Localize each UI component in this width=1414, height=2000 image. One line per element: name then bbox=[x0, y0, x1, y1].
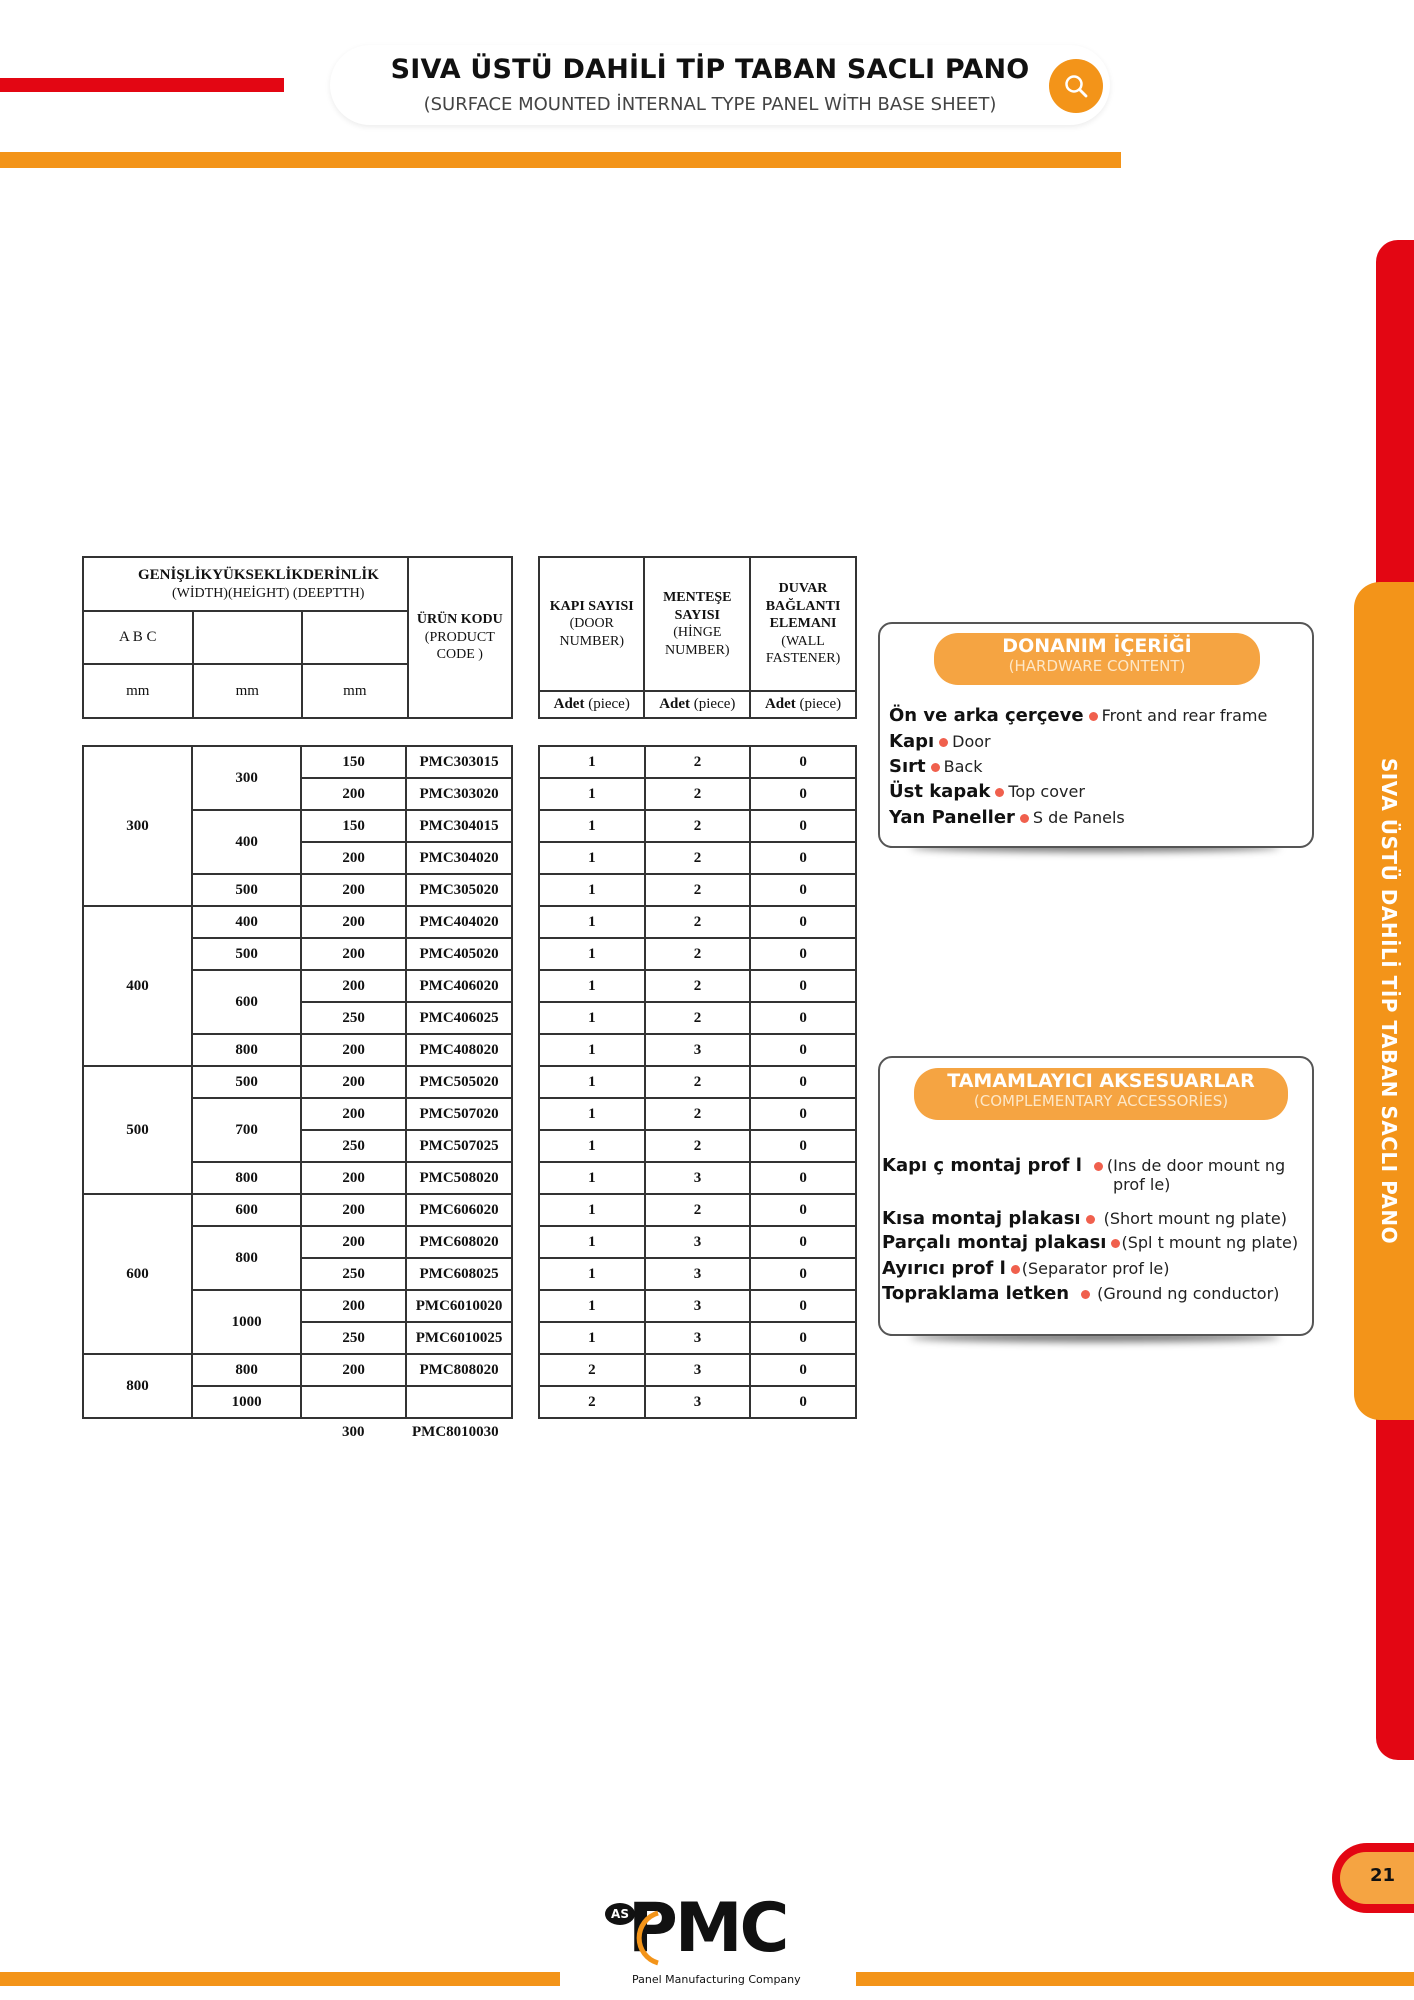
wall-fastener-tr: DUVAR BAĞLANTI ELEMANI bbox=[765, 581, 841, 632]
wall-fastener-cell: 0 bbox=[750, 1066, 856, 1098]
wall-fastener-cell: 0 bbox=[750, 1226, 856, 1258]
search-icon bbox=[1063, 73, 1089, 99]
wall-fastener-cell: 0 bbox=[750, 810, 856, 842]
page-subtitle: (SURFACE MOUNTED İNTERNAL TYPE PANEL WİTH BASE SHEET) bbox=[423, 94, 997, 115]
depth-cell: 200 bbox=[301, 1226, 406, 1258]
door-count-cell: 1 bbox=[539, 970, 645, 1002]
height-title-en: (HEİGHT) bbox=[227, 585, 290, 601]
depth-cell: 150 bbox=[301, 746, 406, 778]
hinge-count-cell: 3 bbox=[645, 1226, 751, 1258]
footer-bar-right bbox=[856, 1972, 1414, 1986]
hinge-count-cell: 2 bbox=[645, 938, 751, 970]
wall-fastener-en: (WALL FASTENER) bbox=[765, 633, 841, 667]
depth-title: DERİNLİK bbox=[303, 566, 379, 583]
width-cell: 800 bbox=[83, 1354, 192, 1418]
dimensions-header-table bbox=[82, 556, 513, 719]
door-count-cell: 1 bbox=[539, 1290, 645, 1322]
product-code-cell: PMC303020 bbox=[406, 778, 512, 810]
wall-fastener-cell: 0 bbox=[750, 1354, 856, 1386]
wall-fastener-cell: 0 bbox=[750, 842, 856, 874]
dimension-titles-cell bbox=[83, 557, 408, 611]
accessory-item: Parçalı montaj plakası (Spl t mount ng plate) bbox=[882, 1232, 1299, 1253]
bullet-dot-icon bbox=[1111, 1239, 1120, 1248]
bullet-dot-icon bbox=[1020, 814, 1029, 823]
hinge-count-cell: 3 bbox=[645, 1258, 751, 1290]
width-cell: 400 bbox=[83, 906, 192, 1066]
product-code-cell bbox=[406, 1386, 512, 1418]
product-code-cell: PMC808020 bbox=[406, 1354, 512, 1386]
door-count-cell: 1 bbox=[539, 746, 645, 778]
logo-tagline: Panel Manufacturing Company bbox=[632, 1973, 801, 1986]
hinge-count-cell: 3 bbox=[645, 1386, 751, 1418]
extra-depth: 300 bbox=[342, 1424, 365, 1440]
door-count-en: (DOOR NUMBER) bbox=[559, 616, 625, 649]
wall-fastener-cell: 0 bbox=[750, 970, 856, 1002]
width-cell: 600 bbox=[83, 1194, 192, 1354]
hinge-count-cell: 2 bbox=[645, 746, 751, 778]
wall-fastener-cell: 0 bbox=[750, 1130, 856, 1162]
door-unit: Adet (piece) bbox=[539, 691, 644, 718]
accessories-subtitle: (COMPLEMENTARY ACCESSORİES) bbox=[973, 1092, 1229, 1110]
product-code-cell: PMC305020 bbox=[406, 874, 512, 906]
footer-bar-left bbox=[0, 1972, 560, 1986]
quantity-table bbox=[538, 745, 857, 1419]
product-code-tr: ÜRÜN KODU bbox=[416, 612, 503, 628]
product-code-cell: PMC6010025 bbox=[406, 1322, 512, 1354]
width-unit: mm bbox=[83, 664, 193, 718]
hinge-count-cell: 3 bbox=[645, 1162, 751, 1194]
door-count-tr: KAPI SAYISI bbox=[549, 598, 634, 614]
wall-fastener-cell: 0 bbox=[750, 778, 856, 810]
door-count-cell: 2 bbox=[539, 1354, 645, 1386]
bullet-dot-icon bbox=[1089, 712, 1098, 721]
hinge-count-cell: 2 bbox=[645, 778, 751, 810]
wall-fastener-cell: 0 bbox=[750, 1162, 856, 1194]
hinge-count-cell: 2 bbox=[645, 874, 751, 906]
door-count-cell: 1 bbox=[539, 1066, 645, 1098]
empty-cell bbox=[302, 611, 408, 664]
accessories-title-pill bbox=[914, 1068, 1288, 1120]
hardware-item: Üst kapak Top cover bbox=[889, 781, 1085, 802]
product-code-cell: PMC507020 bbox=[406, 1098, 512, 1130]
wall-fastener-cell: 0 bbox=[750, 1034, 856, 1066]
wall-fastener-header bbox=[750, 557, 856, 691]
extra-product-code: PMC8010030 bbox=[412, 1424, 499, 1440]
hinge-count-cell: 2 bbox=[645, 1130, 751, 1162]
bullet-dot-icon bbox=[1081, 1290, 1090, 1299]
depth-cell: 200 bbox=[301, 1290, 406, 1322]
door-count-cell: 1 bbox=[539, 778, 645, 810]
bullet-dot-icon bbox=[1086, 1215, 1095, 1224]
page-number: 21 bbox=[1370, 1865, 1396, 1886]
abc-cell: A B C bbox=[83, 611, 193, 664]
hinge-count-cell: 2 bbox=[645, 1066, 751, 1098]
side-tab-label: SIVA ÜSTÜ DAHİLİ TİP TABAN SACLI PANO bbox=[1377, 757, 1401, 1245]
bullet-dot-icon bbox=[1011, 1265, 1020, 1274]
wall-fastener-cell: 0 bbox=[750, 1098, 856, 1130]
door-count-cell: 1 bbox=[539, 1130, 645, 1162]
height-cell: 500 bbox=[192, 874, 301, 906]
hardware-item: Ön ve arka çerçeve Front and rear frame bbox=[889, 705, 1268, 726]
logo-arc-icon bbox=[628, 1909, 662, 1967]
product-code-en: (PRODUCT CODE ) bbox=[424, 629, 495, 663]
height-cell: 800 bbox=[192, 1034, 301, 1066]
depth-cell: 200 bbox=[301, 1162, 406, 1194]
product-code-cell: PMC608020 bbox=[406, 1226, 512, 1258]
door-count-cell: 1 bbox=[539, 874, 645, 906]
door-count-header bbox=[539, 557, 644, 691]
height-cell: 800 bbox=[192, 1226, 301, 1290]
wall-unit: Adet (piece) bbox=[750, 691, 856, 718]
hardware-item: Kapı Door bbox=[889, 731, 991, 752]
product-code-cell: PMC505020 bbox=[406, 1066, 512, 1098]
depth-cell: 150 bbox=[301, 810, 406, 842]
door-count-cell: 1 bbox=[539, 1194, 645, 1226]
door-count-cell: 2 bbox=[539, 1386, 645, 1418]
hinge-count-header bbox=[644, 557, 750, 691]
door-count-cell: 1 bbox=[539, 1258, 645, 1290]
accessory-item-continued: prof le) bbox=[1113, 1175, 1171, 1194]
door-count-cell: 1 bbox=[539, 938, 645, 970]
product-code-cell: PMC507025 bbox=[406, 1130, 512, 1162]
dimensions-table bbox=[82, 745, 513, 1419]
bullet-dot-icon bbox=[1094, 1162, 1103, 1171]
company-logo bbox=[600, 1889, 830, 1995]
door-count-cell: 1 bbox=[539, 1322, 645, 1354]
hinge-count-en: (HİNGE NUMBER) bbox=[665, 625, 730, 658]
height-cell: 400 bbox=[192, 906, 301, 938]
hardware-item: Sırt Back bbox=[889, 756, 983, 777]
height-cell: 500 bbox=[192, 938, 301, 970]
height-cell: 600 bbox=[192, 970, 301, 1034]
height-cell: 300 bbox=[192, 746, 301, 810]
empty-cell bbox=[193, 611, 303, 664]
product-code-cell: PMC608025 bbox=[406, 1258, 512, 1290]
wall-fastener-cell: 0 bbox=[750, 906, 856, 938]
product-code-cell: PMC303015 bbox=[406, 746, 512, 778]
bullet-dot-icon bbox=[931, 763, 940, 772]
wall-fastener-cell: 0 bbox=[750, 1194, 856, 1226]
depth-cell: 200 bbox=[301, 874, 406, 906]
hinge-count-cell: 2 bbox=[645, 970, 751, 1002]
accessory-item: Ayırıcı prof l (Separator prof le) bbox=[882, 1258, 1170, 1279]
wall-fastener-cell: 0 bbox=[750, 938, 856, 970]
logo-wordmark: PMC bbox=[628, 1889, 787, 1968]
door-count-cell: 1 bbox=[539, 1002, 645, 1034]
door-count-cell: 1 bbox=[539, 842, 645, 874]
width-cell: 300 bbox=[83, 746, 192, 906]
door-count-cell: 1 bbox=[539, 1226, 645, 1258]
accessory-item: Topraklama letken (Ground ng conductor) bbox=[882, 1283, 1280, 1304]
height-title: YÜKSEKLİK bbox=[212, 566, 304, 583]
hinge-count-cell: 2 bbox=[645, 842, 751, 874]
hinge-unit: Adet (piece) bbox=[644, 691, 750, 718]
depth-unit: mm bbox=[302, 664, 408, 718]
hinge-count-cell: 2 bbox=[645, 906, 751, 938]
accessory-item: Kısa montaj plakası (Short mount ng plate) bbox=[882, 1208, 1288, 1229]
depth-cell: 200 bbox=[301, 970, 406, 1002]
product-code-cell: PMC406020 bbox=[406, 970, 512, 1002]
header-orange-bar bbox=[0, 152, 1121, 168]
product-code-cell: PMC404020 bbox=[406, 906, 512, 938]
hardware-subtitle: (HARDWARE CONTENT) bbox=[1008, 657, 1186, 675]
accessories-title: TAMAMLAYICI AKSESUARLAR bbox=[947, 1070, 1255, 1092]
wall-fastener-cell: 0 bbox=[750, 874, 856, 906]
product-code-cell: PMC406025 bbox=[406, 1002, 512, 1034]
height-cell: 700 bbox=[192, 1098, 301, 1162]
depth-cell: 200 bbox=[301, 1098, 406, 1130]
hinge-count-cell: 2 bbox=[645, 810, 751, 842]
depth-cell: 200 bbox=[301, 1354, 406, 1386]
depth-title-en: (DEEPTTH) bbox=[292, 585, 365, 601]
depth-cell: 250 bbox=[301, 1002, 406, 1034]
depth-cell: 200 bbox=[301, 1066, 406, 1098]
height-cell: 500 bbox=[192, 1066, 301, 1098]
page-title: SIVA ÜSTÜ DAHİLİ TİP TABAN SACLI PANO bbox=[390, 54, 1030, 85]
product-code-cell: PMC606020 bbox=[406, 1194, 512, 1226]
product-code-cell: PMC304020 bbox=[406, 842, 512, 874]
depth-cell: 200 bbox=[301, 1034, 406, 1066]
bullet-dot-icon bbox=[995, 788, 1004, 797]
product-code-cell: PMC405020 bbox=[406, 938, 512, 970]
depth-cell: 200 bbox=[301, 906, 406, 938]
header-red-bar bbox=[0, 78, 284, 92]
wall-fastener-cell: 0 bbox=[750, 1386, 856, 1418]
depth-cell: 250 bbox=[301, 1130, 406, 1162]
hinge-count-cell: 3 bbox=[645, 1354, 751, 1386]
hinge-count-cell: 2 bbox=[645, 1098, 751, 1130]
height-cell: 1000 bbox=[192, 1386, 301, 1418]
wall-fastener-cell: 0 bbox=[750, 1322, 856, 1354]
height-cell: 400 bbox=[192, 810, 301, 874]
door-count-cell: 1 bbox=[539, 1098, 645, 1130]
depth-cell: 250 bbox=[301, 1258, 406, 1290]
depth-cell bbox=[301, 1386, 406, 1418]
wall-fastener-cell: 0 bbox=[750, 1258, 856, 1290]
product-code-cell: PMC508020 bbox=[406, 1162, 512, 1194]
search-button[interactable] bbox=[1049, 59, 1103, 113]
door-count-cell: 1 bbox=[539, 1034, 645, 1066]
wall-fastener-cell: 0 bbox=[750, 1290, 856, 1322]
height-cell: 600 bbox=[192, 1194, 301, 1226]
height-cell: 800 bbox=[192, 1354, 301, 1386]
hinge-count-cell: 3 bbox=[645, 1034, 751, 1066]
width-title-en: (WİDTH) bbox=[172, 585, 228, 601]
hinge-count-cell: 2 bbox=[645, 1194, 751, 1226]
depth-cell: 250 bbox=[301, 1322, 406, 1354]
hardware-title: DONANIM İÇERİĞİ bbox=[1002, 635, 1192, 657]
door-count-cell: 1 bbox=[539, 1162, 645, 1194]
depth-cell: 200 bbox=[301, 1194, 406, 1226]
logo-as-badge: AS bbox=[605, 1903, 635, 1925]
wall-fastener-cell: 0 bbox=[750, 746, 856, 778]
door-count-cell: 1 bbox=[539, 906, 645, 938]
hinge-count-cell: 2 bbox=[645, 1002, 751, 1034]
height-cell: 1000 bbox=[192, 1290, 301, 1354]
hardware-item: Yan Paneller S de Panels bbox=[889, 807, 1125, 828]
door-count-cell: 1 bbox=[539, 810, 645, 842]
product-code-cell: PMC304015 bbox=[406, 810, 512, 842]
wall-fastener-cell: 0 bbox=[750, 1002, 856, 1034]
hinge-count-cell: 3 bbox=[645, 1322, 751, 1354]
depth-cell: 200 bbox=[301, 842, 406, 874]
depth-cell: 200 bbox=[301, 938, 406, 970]
hinge-count-cell: 3 bbox=[645, 1290, 751, 1322]
quantity-header-table bbox=[538, 556, 857, 719]
hinge-count-tr: MENTEŞE SAYISI bbox=[663, 590, 732, 623]
product-code-cell: PMC408020 bbox=[406, 1034, 512, 1066]
product-code-header bbox=[408, 557, 512, 718]
width-title: GENİŞLİK bbox=[138, 566, 213, 583]
width-cell: 500 bbox=[83, 1066, 192, 1194]
depth-cell: 200 bbox=[301, 778, 406, 810]
height-cell: 800 bbox=[192, 1162, 301, 1194]
accessory-item: Kapı ç montaj prof l (Ins de door mount ng bbox=[882, 1155, 1286, 1176]
bullet-dot-icon bbox=[939, 738, 948, 747]
product-code-cell: PMC6010020 bbox=[406, 1290, 512, 1322]
height-unit: mm bbox=[193, 664, 303, 718]
hardware-title-pill bbox=[934, 633, 1260, 685]
